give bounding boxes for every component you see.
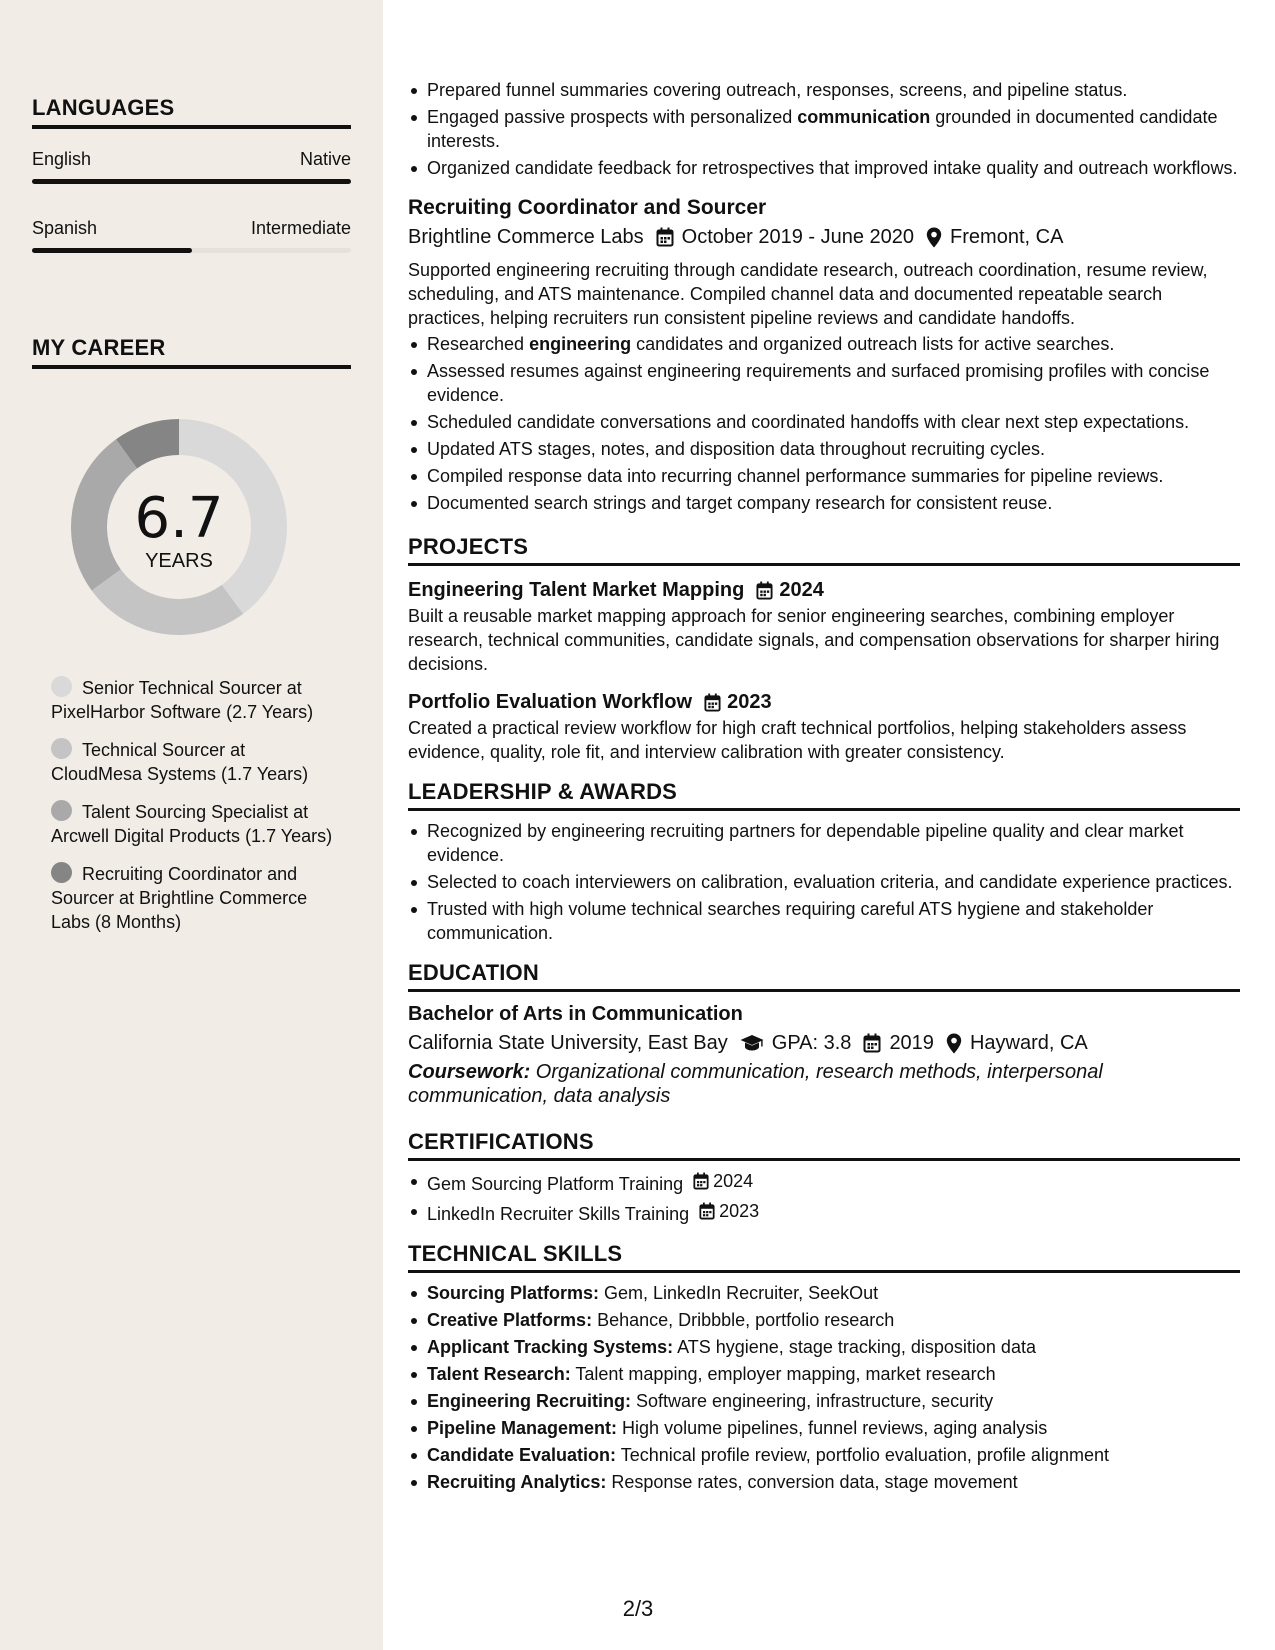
languages-title: LANGUAGES <box>32 95 351 129</box>
career-total-unit: YEARS <box>145 550 213 572</box>
bullet-item: Scheduled candidate conversations and coordinated handoffs with clear next step expectations. <box>408 410 1240 434</box>
legend-dot <box>51 676 72 697</box>
education-school: California State University, East Bay <box>408 1032 728 1054</box>
language-level: Intermediate <box>250 218 351 238</box>
career-title: MY CAREER <box>32 335 351 369</box>
project-year: 2023 <box>727 691 772 713</box>
calendar-icon <box>756 581 773 600</box>
map-pin-icon <box>946 1033 962 1054</box>
bullet-item: Organized candidate feedback for retrospectives that improved intake quality and outreach workflows. <box>408 156 1240 180</box>
skill-item: Recruiting Analytics: Response rates, conversion data, stage movement <box>408 1470 1240 1494</box>
skill-item: Sourcing Platforms: Gem, LinkedIn Recruiter, SeekOut <box>408 1281 1240 1305</box>
calendar-icon <box>699 1202 715 1220</box>
legend-label: Technical Sourcer at CloudMesa Systems (1.7 Years) <box>51 740 309 784</box>
calendar-icon <box>863 1033 881 1053</box>
career-total-years: 6.7 <box>134 486 224 551</box>
bullet-item: Compiled response data into recurring channel performance summaries for pipeline reviews. <box>408 464 1240 488</box>
calendar-icon <box>693 1172 709 1190</box>
project-name: Portfolio Evaluation Workflow <box>408 691 693 713</box>
skill-item: Pipeline Management: High volume pipelines, funnel reviews, aging analysis <box>408 1416 1240 1440</box>
skill-item: Candidate Evaluation: Technical profile review, portfolio evaluation, profile alignment <box>408 1443 1240 1467</box>
job-meta <box>408 222 1240 252</box>
project-title <box>408 576 1240 604</box>
career-legend-item <box>51 800 341 848</box>
project-description: Built a reusable market mapping approach for senior engineering searches, combining employer research, technical communities, candidate signals, and compensation observations for sharper hiring decisions. <box>408 606 1220 674</box>
career-section <box>32 335 351 369</box>
education-title: EDUCATION <box>408 961 1240 992</box>
page-number: 2/3 <box>622 1596 654 1621</box>
project-title <box>408 688 1240 716</box>
career-legend-item <box>51 676 341 724</box>
skill-item: Applicant Tracking Systems: ATS hygiene, stage tracking, disposition data <box>408 1335 1240 1359</box>
sidebar <box>0 0 383 1650</box>
languages-section <box>32 95 351 253</box>
career-legend-item <box>51 738 341 786</box>
donut-segment <box>92 569 243 635</box>
legend-dot <box>51 738 72 759</box>
career-legend <box>51 676 341 948</box>
skills-title: TECHNICAL SKILLS <box>408 1242 1240 1273</box>
certifications-list <box>408 1169 1240 1226</box>
career-legend-item <box>51 862 341 934</box>
bullet-item: Recognized by engineering recruiting partners for dependable pipeline quality and clear market evidence. <box>408 819 1240 867</box>
education-location: Hayward, CA <box>969 1032 1088 1054</box>
language-item <box>32 218 351 253</box>
language-name: Spanish <box>32 218 98 238</box>
graduation-cap-icon <box>740 1034 764 1052</box>
language-item <box>32 149 351 184</box>
skill-item: Creative Platforms: Behance, Dribbble, portfolio research <box>408 1308 1240 1332</box>
legend-label: Recruiting Coordinator and Sourcer at Brightline Commerce Labs (8 Months) <box>51 864 308 932</box>
language-level-fill <box>32 248 192 253</box>
education-meta <box>408 1028 1240 1058</box>
language-level-bar <box>32 179 351 184</box>
skills-list <box>408 1281 1240 1494</box>
job-company: Brightline Commerce Labs <box>408 226 644 248</box>
job-location: Fremont, CA <box>950 226 1064 248</box>
job-summary: Supported engineering recruiting through candidate research, outreach coordination, resume review, scheduling, and ATS maintenance. Compiled channel data and documented repeatable search practices, helping recruiters run consistent pipeline reviews and candidate handoffs. <box>408 260 1208 328</box>
career-donut-chart <box>66 414 292 640</box>
bullet-item: Prepared funnel summaries covering outreach, responses, screens, and pipeline status. <box>408 78 1240 102</box>
language-level: Native <box>299 149 351 169</box>
education-coursework: Coursework: Organizational communication, research methods, interpersonal communication, data analysis <box>408 1061 1103 1107</box>
education-degree: Bachelor of Arts in Communication <box>408 1003 743 1025</box>
bullet-item: Documented search strings and target company research for consistent reuse. <box>408 491 1240 515</box>
certification-item: Gem Sourcing Platform Training 2024 <box>408 1169 1240 1196</box>
bullet-item: Trusted with high volume technical searches requiring careful ATS hygiene and stakeholder communication. <box>408 897 1240 945</box>
job-dates: October 2019 - June 2020 <box>681 226 915 248</box>
main-content <box>408 78 1240 1497</box>
education-gpa: GPA: 3.8 <box>771 1032 852 1054</box>
skill-item: Engineering Recruiting: Software engineering, infrastructure, security <box>408 1389 1240 1413</box>
bullet-item: Engaged passive prospects with personalized communication grounded in documented candidate interests. <box>408 105 1240 153</box>
bullet-item: Assessed resumes against engineering requirements and surfaced promising profiles with concise evidence. <box>408 359 1240 407</box>
project-description: Created a practical review workflow for high craft technical portfolios, helping stakeholders assess evidence, quality, role fit, and interview calibration with greater consistency. <box>408 718 1187 762</box>
legend-dot <box>51 800 72 821</box>
legend-label: Talent Sourcing Specialist at Arcwell Digital Products (1.7 Years) <box>51 802 333 846</box>
leadership-title: LEADERSHIP & AWARDS <box>408 780 1240 811</box>
bullet-item: Updated ATS stages, notes, and disposition data throughout recruiting cycles. <box>408 437 1240 461</box>
leadership-list <box>408 819 1240 945</box>
certification-item: LinkedIn Recruiter Skills Training 2023 <box>408 1199 1240 1226</box>
language-name: English <box>32 149 92 169</box>
job-title: Recruiting Coordinator and Sourcer <box>408 196 767 219</box>
language-level-fill <box>32 179 351 184</box>
projects-title: PROJECTS <box>408 535 1240 566</box>
legend-dot <box>51 862 72 883</box>
project-year: 2024 <box>779 579 824 601</box>
skill-item: Talent Research: Talent mapping, employer mapping, market research <box>408 1362 1240 1386</box>
calendar-icon <box>704 693 721 712</box>
job-bullets <box>408 332 1240 515</box>
previous-job-bullets <box>408 78 1240 180</box>
bullet-item: Selected to coach interviewers on calibration, evaluation criteria, and candidate experience practices. <box>408 870 1240 894</box>
certifications-title: CERTIFICATIONS <box>408 1130 1240 1161</box>
calendar-icon <box>656 227 674 247</box>
bullet-item: Researched engineering candidates and organized outreach lists for active searches. <box>408 332 1240 356</box>
education-year: 2019 <box>889 1032 934 1054</box>
legend-label: Senior Technical Sourcer at PixelHarbor Software (2.7 Years) <box>51 678 314 722</box>
map-pin-icon <box>926 227 942 248</box>
project-name: Engineering Talent Market Mapping <box>408 579 745 601</box>
language-level-bar <box>32 248 351 253</box>
